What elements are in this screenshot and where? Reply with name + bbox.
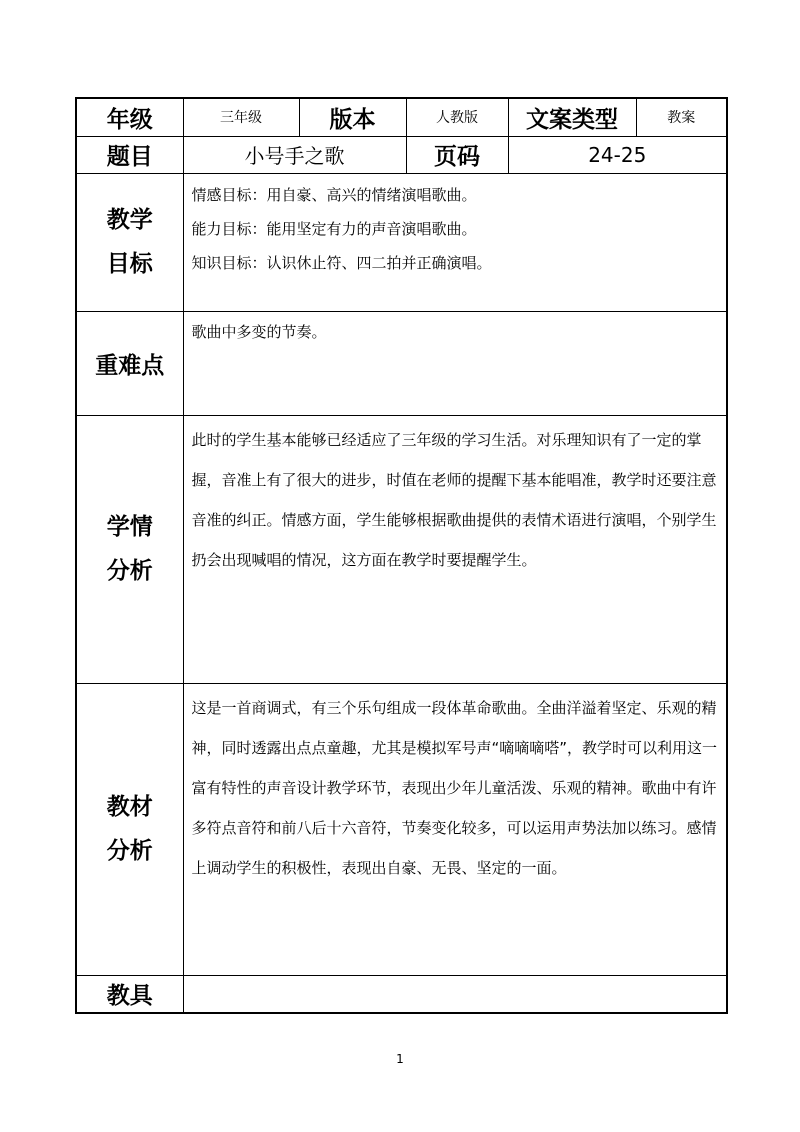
difficulty-label: 重难点 — [76, 311, 183, 415]
page-label: 页码 — [406, 136, 508, 173]
doc-type-value: 教案 — [636, 98, 727, 136]
header-row-1 — [76, 98, 727, 136]
topic-value: 小号手之歌 — [183, 136, 406, 173]
material-analysis-label — [76, 683, 183, 975]
student-analysis-label — [76, 415, 183, 683]
page-range-value: 24-25 — [508, 136, 727, 173]
header-row-2 — [76, 136, 727, 173]
goals-label-line-1: 教学 — [106, 207, 153, 233]
goal-ability: 能力目标：能用坚定有力的声音演唱歌曲。 — [191, 219, 477, 238]
edition-value: 人教版 — [406, 98, 508, 136]
goals-row — [76, 173, 727, 311]
student-analysis-row — [76, 415, 727, 683]
goals-label — [76, 173, 183, 311]
page-number: 1 — [396, 1052, 404, 1066]
doc-type-label: 文案类型 — [508, 98, 636, 136]
lesson-plan-table — [75, 97, 728, 1014]
student-analysis-text: 此时的学生基本能够已经适应了三年级的学习生活。对乐理知识有了一定的掌握，音准上有了很大的进步，时值在老师的提醒下基本能唱准，教学时还要注意音准的纠正。情感方面，学生能够根据歌曲提供的表情术语进行演唱，个别学生扔会出现喊唱的情况，这方面在教学时要提醒学生。 — [191, 430, 717, 569]
edition-label: 版本 — [299, 98, 406, 136]
difficulty-row — [76, 311, 727, 415]
goal-knowledge: 知识目标：认识休止符、四二拍并正确演唱。 — [191, 253, 492, 272]
material-analysis-label-line-2: 分析 — [106, 838, 153, 864]
goal-emotion: 情感目标：用自豪、高兴的情绪演唱歌曲。 — [191, 185, 477, 204]
material-analysis-text: 这是一首商调式，有三个乐句组成一段体革命歌曲。全曲洋溢着坚定、乐观的精神，同时透露出点点童趣，尤其是模拟军号声“嘀嘀嘀嗒”，教学时可以利用这一富有特性的声音设计教学环节，表现出少年儿童活泼、乐观的精神。歌曲中有许多符点音符和前八后十六音符，节奏变化较多，可以运用声势法加以练习。感情上调动学生的积极性，表现出自豪、无畏、坚定的一面。 — [191, 698, 718, 877]
material-analysis-label-line-1: 教材 — [106, 794, 153, 820]
material-analysis-row — [76, 683, 727, 975]
student-analysis-content — [183, 415, 727, 683]
student-analysis-label-line-2: 分析 — [106, 558, 153, 584]
difficulty-content — [183, 311, 727, 415]
tools-label: 教具 — [76, 975, 183, 1013]
grade-value: 三年级 — [183, 98, 299, 136]
student-analysis-label-line-1: 学情 — [106, 514, 153, 540]
tools-row — [76, 975, 727, 1013]
difficulty-text: 歌曲中多变的节奏。 — [191, 322, 327, 341]
goals-content — [183, 173, 727, 311]
goals-label-line-2: 目标 — [106, 251, 153, 277]
topic-label: 题目 — [76, 136, 183, 173]
grade-label: 年级 — [76, 98, 183, 136]
material-analysis-content — [183, 683, 727, 975]
tools-content — [183, 975, 727, 1013]
